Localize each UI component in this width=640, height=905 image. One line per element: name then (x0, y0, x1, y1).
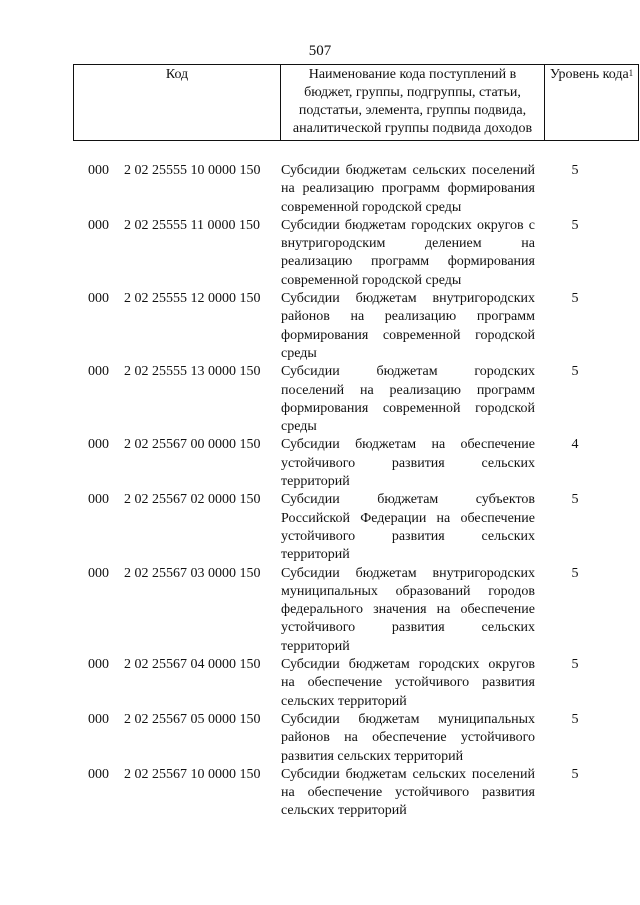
row-revenue-code: 2 02 25567 05 0000 150 (124, 711, 261, 727)
header-name (281, 65, 545, 141)
row-admin-code: 000 (88, 565, 109, 581)
row-name: Субсидии бюджетам городских поселений на реализацию программ формирования современной городской среды (281, 364, 535, 435)
row-level: 5 (571, 711, 579, 727)
row-level: 5 (571, 492, 579, 508)
page-number: 507 (308, 43, 332, 59)
header-level-label: Уровень кода (549, 67, 629, 82)
row-level: 5 (571, 766, 579, 782)
header-level (545, 65, 639, 141)
row-admin-code: 000 (88, 437, 109, 453)
row-name: Субсидии бюджетам внутригородских муниципальных образований городов федерального значения на обеспечение устойчивого развития сельских территорий (281, 565, 535, 654)
table-row (0, 162, 640, 217)
row-name: Субсидии бюджетам городских округов с внутригородским делением на реализацию программ формирования современной городской среды (281, 217, 535, 288)
table-header (73, 64, 639, 141)
header-code-label: Код (165, 67, 189, 82)
row-admin-code: 000 (88, 711, 109, 727)
row-name: Субсидии бюджетам на обеспечение устойчивого развития сельских территорий (281, 437, 535, 490)
table-row (0, 766, 640, 821)
table-row (0, 363, 640, 436)
row-name: Субсидии бюджетам муниципальных районов на обеспечение устойчивого развития сельских территорий (281, 711, 535, 764)
row-revenue-code: 2 02 25555 13 0000 150 (124, 364, 261, 380)
row-name: Субсидии бюджетам внутригородских районов на реализацию программ формирования современной городской среды (281, 291, 535, 361)
row-revenue-code: 2 02 25567 02 0000 150 (124, 492, 261, 508)
row-level: 5 (571, 291, 579, 307)
header-name-label: Наименование кода поступлений в бюджет, группы, подгруппы, статьи, подстатьи, элемента, группы подвида, аналитической группы подвида доходов (292, 67, 533, 136)
row-admin-code: 000 (88, 766, 109, 782)
table-row (0, 711, 640, 766)
row-revenue-code: 2 02 25567 04 0000 150 (124, 657, 261, 673)
table-body (0, 162, 640, 821)
table-row (0, 656, 640, 711)
row-revenue-code: 2 02 25567 10 0000 150 (124, 766, 261, 782)
header-level-footnote: 1 (628, 68, 634, 78)
row-admin-code: 000 (88, 291, 109, 307)
row-level: 5 (571, 657, 579, 673)
row-revenue-code: 2 02 25567 03 0000 150 (124, 565, 261, 581)
row-admin-code: 000 (88, 217, 109, 233)
row-revenue-code: 2 02 25555 11 0000 150 (124, 217, 260, 233)
row-level: 5 (571, 565, 579, 581)
row-revenue-code: 2 02 25567 00 0000 150 (124, 437, 261, 453)
row-revenue-code: 2 02 25555 10 0000 150 (124, 163, 261, 178)
table-row (0, 436, 640, 491)
row-level: 5 (571, 364, 579, 380)
row-name: Субсидии бюджетам субъектов Российской Федерации на обеспечение устойчивого развития сельских территорий (281, 492, 535, 563)
row-revenue-code: 2 02 25555 12 0000 150 (124, 291, 261, 307)
row-admin-code: 000 (88, 364, 109, 380)
row-name: Субсидии бюджетам сельских поселений на обеспечение устойчивого развития сельских территорий (281, 766, 535, 819)
row-admin-code: 000 (88, 657, 109, 673)
row-name: Субсидии бюджетам городских округов на обеспечение устойчивого развития сельских территорий (281, 657, 535, 709)
table-row (0, 565, 640, 656)
row-admin-code: 000 (88, 492, 109, 508)
table-row (0, 217, 640, 290)
header-code (74, 65, 281, 141)
table-row (0, 290, 640, 363)
row-level: 5 (571, 217, 579, 233)
row-level: 5 (571, 163, 579, 178)
table-row (0, 491, 640, 564)
row-name: Субсидии бюджетам сельских поселений на реализацию программ формирования современной городской среды (281, 163, 535, 215)
row-level: 4 (571, 437, 579, 453)
row-admin-code: 000 (88, 163, 109, 178)
